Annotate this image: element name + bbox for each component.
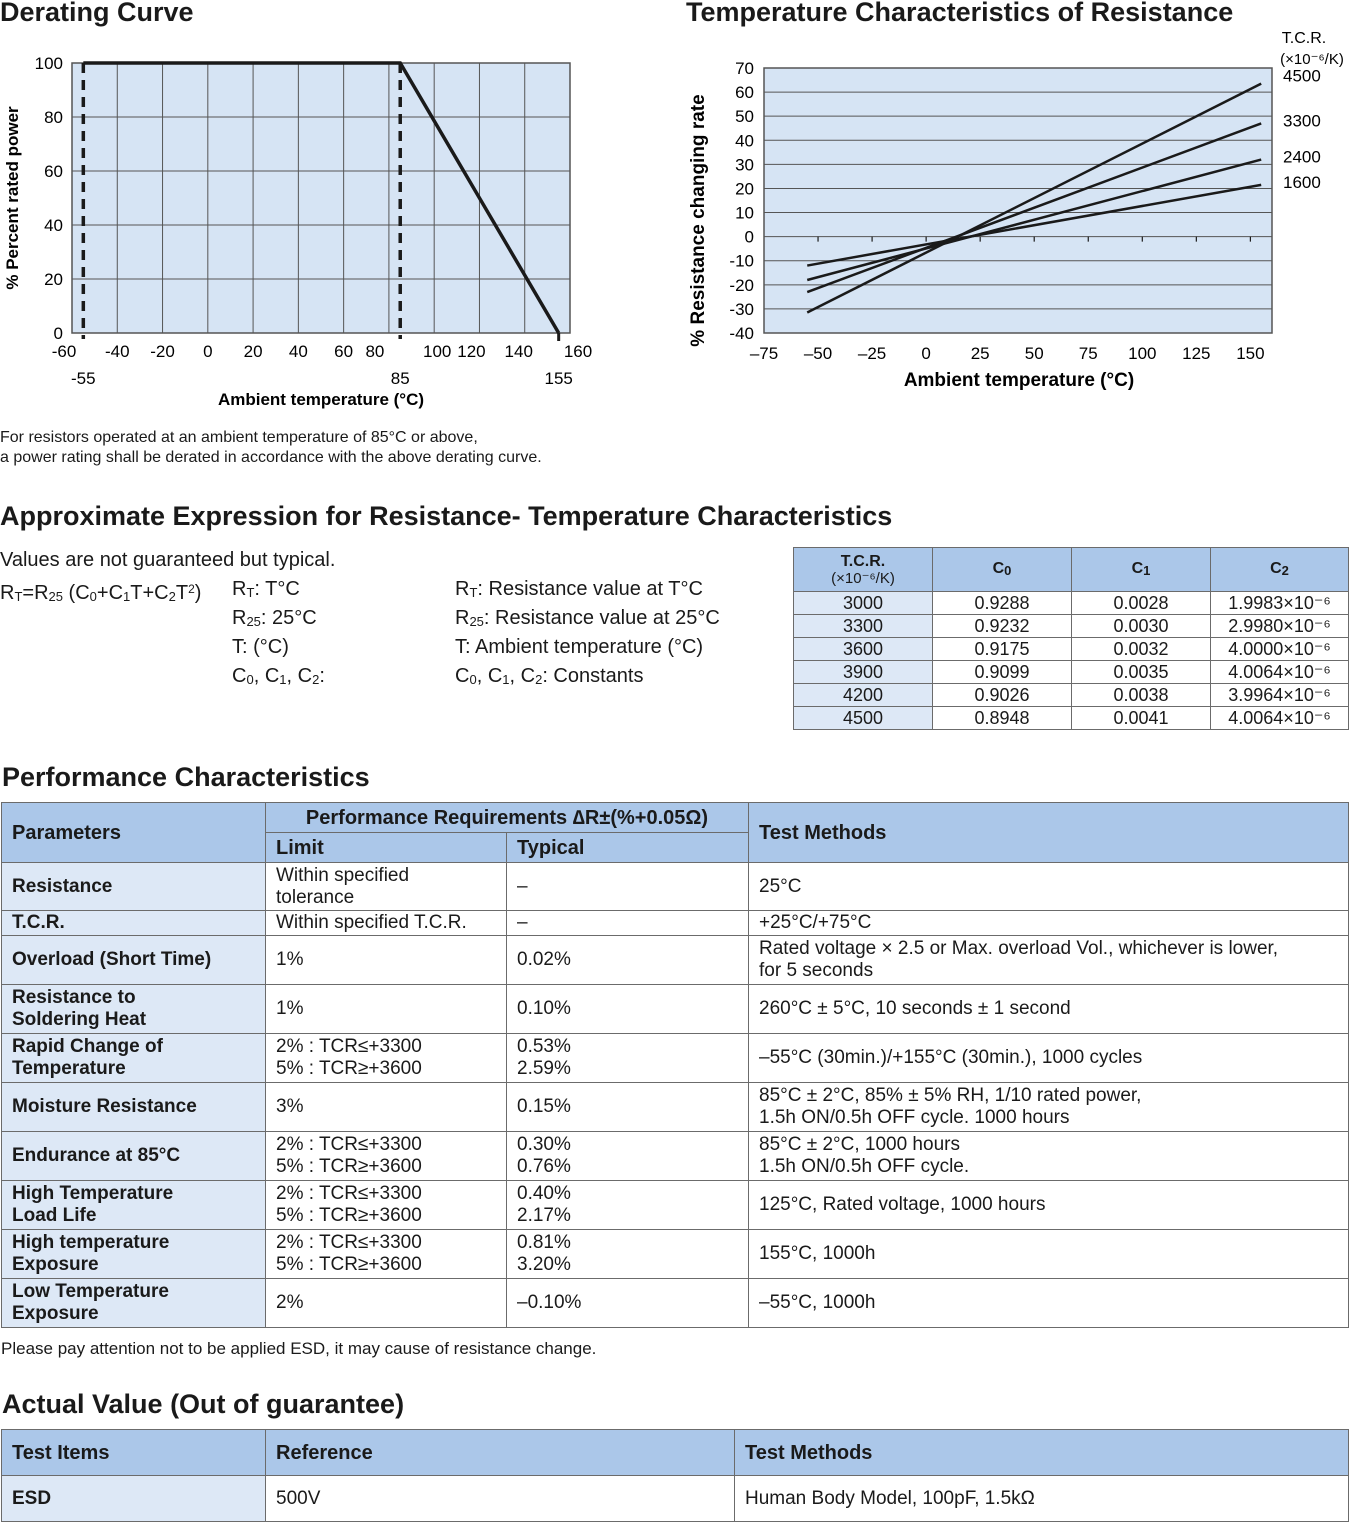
derating-y-tick: 100 bbox=[34, 54, 63, 73]
tcr-legend-title: T.C.R. bbox=[1281, 30, 1327, 47]
c-sep1: , bbox=[253, 665, 265, 687]
tcr-y-tick: 70 bbox=[735, 59, 754, 78]
performance-method: 155°C, 1000h bbox=[749, 1230, 1349, 1279]
performance-limit: 2% : TCR≤+3300 5% : TCR≥+3600 bbox=[266, 1034, 507, 1083]
tcr-y-label: % Resistance changing rate bbox=[688, 94, 709, 347]
dc-c2: 2 bbox=[535, 672, 543, 687]
dc-b: C bbox=[487, 665, 503, 687]
derating-x-tick: -60 bbox=[51, 342, 77, 361]
derating-mark-label: 85 bbox=[390, 369, 410, 388]
c-a0: 0 bbox=[246, 672, 254, 687]
performance-typical: 0.40% 2.17% bbox=[507, 1181, 749, 1230]
tcr-cell-tcr: 4200 bbox=[794, 684, 933, 707]
tcr-constants-table bbox=[793, 547, 1349, 730]
c-c2: 2 bbox=[312, 672, 320, 687]
tcr-y-tick: 40 bbox=[735, 131, 754, 151]
tcr-x-tick: 75 bbox=[1078, 344, 1098, 363]
tcr-cell-c2: 4.0064×10⁻⁶ bbox=[1211, 707, 1349, 730]
derating-x-tick: 60 bbox=[334, 342, 354, 361]
h-c1-c: C bbox=[1131, 560, 1144, 577]
derating-note-line-1: For resistors operated at an ambient temperature of 85°C or above, bbox=[0, 429, 478, 446]
approx-desc-c bbox=[455, 662, 643, 694]
tcr-header-tcr-label: T.C.R. bbox=[840, 552, 886, 570]
tcr-legend-1600: 1600 bbox=[1283, 172, 1321, 192]
formula-plus2: T+C bbox=[130, 582, 169, 604]
performance-typical: 0.81% 3.20% bbox=[507, 1230, 749, 1279]
derating-x-tick: -40 bbox=[104, 342, 130, 361]
tcr-legend bbox=[1283, 67, 1321, 192]
performance-method: 85°C ± 2°C, 85% ± 5% RH, 1/10 rated power, 1.5h ON/0.5h OFF cycle. 1000 hours bbox=[749, 1083, 1349, 1132]
performance-row bbox=[2, 863, 1349, 911]
approx-var-c bbox=[232, 662, 325, 694]
approx-intro: Values are not guaranteed but typical. bbox=[0, 549, 336, 571]
tcr-x-tick: 150 bbox=[1236, 344, 1265, 363]
tcr-y-tick: -10 bbox=[729, 251, 754, 271]
derating-y-tick: 20 bbox=[44, 270, 63, 289]
tcr-cell-c1: 0.0030 bbox=[1072, 615, 1211, 638]
tcr-cell-c1: 0.0032 bbox=[1072, 638, 1211, 661]
performance-typical: 0.15% bbox=[507, 1083, 749, 1132]
tcr-cell-tcr: 3900 bbox=[794, 661, 933, 684]
tcr-header-c2 bbox=[1211, 548, 1349, 592]
dc-a0: 0 bbox=[469, 672, 477, 687]
performance-header-req: Performance Requirements ∆R±(%+0.05Ω) bbox=[266, 803, 749, 833]
performance-method: Rated voltage × 2.5 or Max. overload Vol., whichever is lower, for 5 seconds bbox=[749, 936, 1349, 985]
h-c0-c: C bbox=[992, 560, 1005, 577]
tcr-cell-tcr: 4500 bbox=[794, 707, 933, 730]
tcr-cell-c0: 0.8948 bbox=[933, 707, 1072, 730]
actual-header-ref: Reference bbox=[266, 1430, 735, 1476]
derating-x-tick: 160 bbox=[563, 342, 593, 361]
performance-method: 25°C bbox=[749, 863, 1349, 911]
derating-x-ticks bbox=[52, 342, 592, 361]
tcr-x-tick: 0 bbox=[921, 344, 931, 363]
derating-x-tick: 100 bbox=[422, 342, 452, 361]
tcr-cell-c0: 0.9099 bbox=[933, 661, 1072, 684]
actual-table bbox=[1, 1429, 1349, 1522]
performance-typical: – bbox=[507, 863, 749, 911]
performance-row bbox=[2, 1132, 1349, 1181]
actual-row-esd bbox=[2, 1476, 1349, 1522]
performance-header-limit: Limit bbox=[266, 833, 507, 863]
derating-y-label: % Percent rated power bbox=[3, 106, 22, 290]
tcr-row bbox=[794, 661, 1349, 684]
formula-t2: T bbox=[175, 582, 189, 604]
tcr-y-tick: 60 bbox=[735, 83, 754, 103]
tcr-cell-tcr: 3000 bbox=[794, 592, 933, 615]
approx-var-r25 bbox=[232, 604, 317, 636]
derating-x-tick: 140 bbox=[504, 342, 533, 361]
tcr-header-unit: (×10⁻⁶/K) bbox=[831, 569, 895, 587]
performance-param: T.C.R. bbox=[2, 911, 266, 936]
dc-c: C bbox=[520, 665, 536, 687]
formula-sub-t: T bbox=[14, 589, 23, 604]
h-c1-sub: 1 bbox=[1143, 563, 1151, 578]
var-r25-r: R bbox=[232, 607, 247, 629]
performance-header-row-1 bbox=[2, 803, 1349, 833]
tcr-chart-title: Temperature Characteristics of Resistance bbox=[686, 0, 1234, 27]
approx-var-t: T: (°C) bbox=[232, 636, 289, 658]
dc-sep2: , bbox=[509, 665, 521, 687]
c-c: C bbox=[297, 665, 313, 687]
formula-sub-25: 25 bbox=[48, 589, 63, 604]
c-colon: : bbox=[319, 665, 325, 687]
performance-table bbox=[1, 802, 1349, 1328]
formula-open: (C bbox=[63, 582, 90, 604]
tcr-row bbox=[794, 615, 1349, 638]
derating-note-line-2: a power rating shall be derated in accordance with the above derating curve. bbox=[0, 449, 542, 466]
tcr-x-label: Ambient temperature (°C) bbox=[903, 370, 1135, 391]
performance-row bbox=[2, 936, 1349, 985]
c-a: C bbox=[232, 665, 247, 687]
performance-limit: 2% bbox=[266, 1279, 507, 1328]
derating-x-tick: 40 bbox=[288, 342, 308, 361]
formula-plus1: +C bbox=[96, 582, 124, 604]
tcr-row bbox=[794, 638, 1349, 661]
approx-formula bbox=[0, 575, 201, 611]
performance-limit: 2% : TCR≤+3300 5% : TCR≥+3600 bbox=[266, 1181, 507, 1230]
performance-typical: 0.53% 2.59% bbox=[507, 1034, 749, 1083]
tcr-y-tick: 20 bbox=[735, 179, 754, 199]
tcr-cell-c2: 1.9983×10⁻⁶ bbox=[1211, 592, 1349, 615]
derating-y-ticks bbox=[35, 54, 63, 343]
derating-mark-label: -55 bbox=[71, 369, 96, 388]
h-c0-sub: 0 bbox=[1004, 563, 1012, 578]
tcr-cell-c0: 0.9026 bbox=[933, 684, 1072, 707]
performance-method: –55°C (30min.)/+155°C (30min.), 1000 cycles bbox=[749, 1034, 1349, 1083]
tcr-header-c1 bbox=[1072, 548, 1211, 592]
performance-method: 260°C ± 5°C, 10 seconds ± 1 second bbox=[749, 985, 1349, 1034]
performance-table-body bbox=[2, 863, 1349, 1328]
performance-limit: 2% : TCR≤+3300 5% : TCR≥+3600 bbox=[266, 1230, 507, 1279]
performance-row bbox=[2, 985, 1349, 1034]
desc-r25-text: : Resistance value at 25°C bbox=[483, 607, 720, 629]
c-b: C bbox=[264, 665, 280, 687]
tcr-y-tick: 30 bbox=[735, 155, 754, 175]
tcr-x-tick: 125 bbox=[1182, 344, 1211, 363]
formula-square: 2 bbox=[188, 582, 195, 596]
tcr-x-tick: 100 bbox=[1128, 344, 1157, 363]
dc-text: : Constants bbox=[542, 665, 644, 687]
performance-param: Rapid Change of Temperature bbox=[2, 1034, 266, 1083]
tcr-y-tick: 10 bbox=[735, 203, 754, 223]
performance-param: Resistance bbox=[2, 863, 266, 911]
performance-param: Moisture Resistance bbox=[2, 1083, 266, 1132]
performance-header-methods: Test Methods bbox=[749, 803, 1349, 863]
tcr-y-ticks bbox=[729, 59, 754, 343]
tcr-table-header bbox=[794, 548, 1349, 592]
tcr-header-tcr bbox=[794, 548, 933, 592]
tcr-chart bbox=[680, 20, 1350, 400]
var-rt-sub: T bbox=[246, 585, 255, 600]
tcr-cell-c0: 0.9288 bbox=[933, 592, 1072, 615]
desc-rt-sub: T bbox=[469, 585, 478, 600]
derating-chart bbox=[0, 40, 640, 420]
var-rt-r: R bbox=[232, 578, 247, 600]
performance-limit: 1% bbox=[266, 985, 507, 1034]
approx-desc-rt bbox=[455, 575, 703, 607]
performance-note: Please pay attention not to be applied ESD, it may cause of resistance change. bbox=[1, 1339, 597, 1358]
derating-x-tick: 20 bbox=[243, 342, 263, 361]
formula-eq: =R bbox=[22, 582, 49, 604]
tcr-cell-c1: 0.0035 bbox=[1072, 661, 1211, 684]
tcr-y-tick: 50 bbox=[735, 107, 754, 127]
tcr-y-tick: -30 bbox=[729, 299, 754, 319]
performance-limit: Within specified T.C.R. bbox=[266, 911, 507, 936]
tcr-cell-c0: 0.9175 bbox=[933, 638, 1072, 661]
actual-header-items: Test Items bbox=[2, 1430, 266, 1476]
formula-c0: 0 bbox=[89, 589, 97, 604]
performance-typical: –0.10% bbox=[507, 1279, 749, 1328]
performance-typical: – bbox=[507, 911, 749, 936]
performance-param: Resistance to Soldering Heat bbox=[2, 985, 266, 1034]
derating-x-tick: 80 bbox=[365, 342, 385, 361]
actual-header-row bbox=[2, 1430, 1349, 1476]
derating-title: Derating Curve bbox=[0, 0, 194, 27]
tcr-y-tick: -20 bbox=[729, 275, 754, 295]
performance-limit: 3% bbox=[266, 1083, 507, 1132]
tcr-cell-c2: 3.9964×10⁻⁶ bbox=[1211, 684, 1349, 707]
c-b1: 1 bbox=[279, 672, 287, 687]
desc-rt-r: R bbox=[455, 578, 470, 600]
tcr-row bbox=[794, 707, 1349, 730]
tcr-cell-c1: 0.0028 bbox=[1072, 592, 1211, 615]
performance-typical: 0.10% bbox=[507, 985, 749, 1034]
derating-y-tick: 80 bbox=[44, 108, 63, 127]
performance-typical: 0.02% bbox=[507, 936, 749, 985]
dc-sep1: , bbox=[476, 665, 488, 687]
performance-row bbox=[2, 1034, 1349, 1083]
tcr-legend-4500: 4500 bbox=[1283, 66, 1321, 86]
desc-rt-text: : Resistance value at T°C bbox=[477, 578, 703, 600]
dc-a: C bbox=[455, 665, 470, 687]
performance-row bbox=[2, 1083, 1349, 1132]
tcr-cell-c1: 0.0041 bbox=[1072, 707, 1211, 730]
derating-plot-area bbox=[72, 63, 570, 333]
performance-header-typical: Typical bbox=[507, 833, 749, 863]
derating-x-tick: 0 bbox=[203, 342, 213, 361]
tcr-y-tick: 0 bbox=[744, 227, 754, 247]
formula-c2: 2 bbox=[168, 589, 176, 604]
performance-method: +25°C/+75°C bbox=[749, 911, 1349, 936]
performance-typical: 0.30% 0.76% bbox=[507, 1132, 749, 1181]
tcr-row bbox=[794, 592, 1349, 615]
tcr-x-tick: –50 bbox=[803, 344, 833, 363]
tcr-x-tick: 50 bbox=[1024, 344, 1044, 363]
tcr-y-tick: -40 bbox=[729, 324, 754, 343]
formula-c1: 1 bbox=[123, 589, 131, 604]
tcr-plot-area bbox=[764, 68, 1272, 333]
formula-r: R bbox=[0, 582, 15, 604]
tcr-cell-c2: 4.0000×10⁻⁶ bbox=[1211, 638, 1349, 661]
tcr-x-tick: –75 bbox=[749, 344, 779, 363]
performance-row bbox=[2, 1230, 1349, 1279]
derating-x-tick: -20 bbox=[150, 342, 175, 361]
derating-mark-label: 155 bbox=[544, 369, 573, 388]
c-sep2: , bbox=[286, 665, 298, 687]
formula-close: ) bbox=[194, 582, 202, 604]
derating-y-tick: 0 bbox=[53, 324, 63, 343]
performance-param: High Temperature Load Life bbox=[2, 1181, 266, 1230]
derating-y-tick: 40 bbox=[44, 216, 63, 235]
tcr-x-tick: –25 bbox=[857, 344, 887, 363]
approx-title: Approximate Expression for Resistance- Temperature Characteristics bbox=[0, 501, 893, 531]
var-r25-sub: 25 bbox=[246, 614, 261, 629]
tcr-legend-2400: 2400 bbox=[1283, 147, 1321, 167]
derating-note bbox=[0, 428, 542, 468]
tcr-cell-c0: 0.9232 bbox=[933, 615, 1072, 638]
performance-row bbox=[2, 911, 1349, 936]
approx-desc-t: T: Ambient temperature (°C) bbox=[455, 636, 704, 658]
performance-method: –55°C, 1000h bbox=[749, 1279, 1349, 1328]
tcr-table-body bbox=[794, 592, 1349, 730]
tcr-cell-c2: 2.9980×10⁻⁶ bbox=[1211, 615, 1349, 638]
performance-method: 85°C ± 2°C, 1000 hours 1.5h ON/0.5h OFF cycle. bbox=[749, 1132, 1349, 1181]
performance-title: Performance Characteristics bbox=[2, 762, 370, 792]
tcr-cell-c1: 0.0038 bbox=[1072, 684, 1211, 707]
tcr-cell-tcr: 3600 bbox=[794, 638, 933, 661]
performance-row bbox=[2, 1181, 1349, 1230]
derating-y-tick: 60 bbox=[44, 162, 63, 181]
performance-method: 125°C, Rated voltage, 1000 hours bbox=[749, 1181, 1349, 1230]
tcr-legend-3300: 3300 bbox=[1283, 111, 1321, 131]
tcr-row bbox=[794, 684, 1349, 707]
performance-param: Overload (Short Time) bbox=[2, 936, 266, 985]
var-rt-value: : T°C bbox=[254, 578, 300, 600]
actual-title: Actual Value (Out of guarantee) bbox=[2, 1389, 405, 1419]
performance-param: Endurance at 85°C bbox=[2, 1132, 266, 1181]
derating-x-label: Ambient temperature (°C) bbox=[217, 390, 425, 409]
approx-var-rt bbox=[232, 575, 300, 607]
tcr-legend-unit: (×10⁻⁶/K) bbox=[1280, 51, 1344, 68]
actual-item: ESD bbox=[2, 1476, 266, 1522]
tcr-x-ticks bbox=[750, 344, 1265, 363]
performance-limit: Within specified tolerance bbox=[266, 863, 507, 911]
performance-row bbox=[2, 1279, 1349, 1328]
performance-limit: 1% bbox=[266, 936, 507, 985]
desc-r25-sub: 25 bbox=[469, 614, 484, 629]
h-c2-sub: 2 bbox=[1281, 563, 1289, 578]
dc-b1: 1 bbox=[502, 672, 510, 687]
h-c2-c: C bbox=[1270, 560, 1282, 577]
approx-desc-r25 bbox=[455, 604, 720, 636]
performance-param: Low Temperature Exposure bbox=[2, 1279, 266, 1328]
tcr-x-tick: 25 bbox=[970, 344, 990, 363]
actual-header-methods: Test Methods bbox=[735, 1430, 1349, 1476]
performance-param: High temperature Exposure bbox=[2, 1230, 266, 1279]
desc-r25-r: R bbox=[455, 607, 470, 629]
performance-header-params: Parameters bbox=[2, 803, 266, 863]
actual-method: Human Body Model, 100pF, 1.5kΩ bbox=[735, 1476, 1349, 1522]
tcr-cell-tcr: 3300 bbox=[794, 615, 933, 638]
actual-ref: 500V bbox=[266, 1476, 735, 1522]
tcr-header-c0 bbox=[933, 548, 1072, 592]
tcr-cell-c2: 4.0064×10⁻⁶ bbox=[1211, 661, 1349, 684]
derating-x-tick: 120 bbox=[457, 342, 486, 361]
performance-limit: 2% : TCR≤+3300 5% : TCR≥+3600 bbox=[266, 1132, 507, 1181]
var-r25-value: : 25°C bbox=[260, 607, 317, 629]
